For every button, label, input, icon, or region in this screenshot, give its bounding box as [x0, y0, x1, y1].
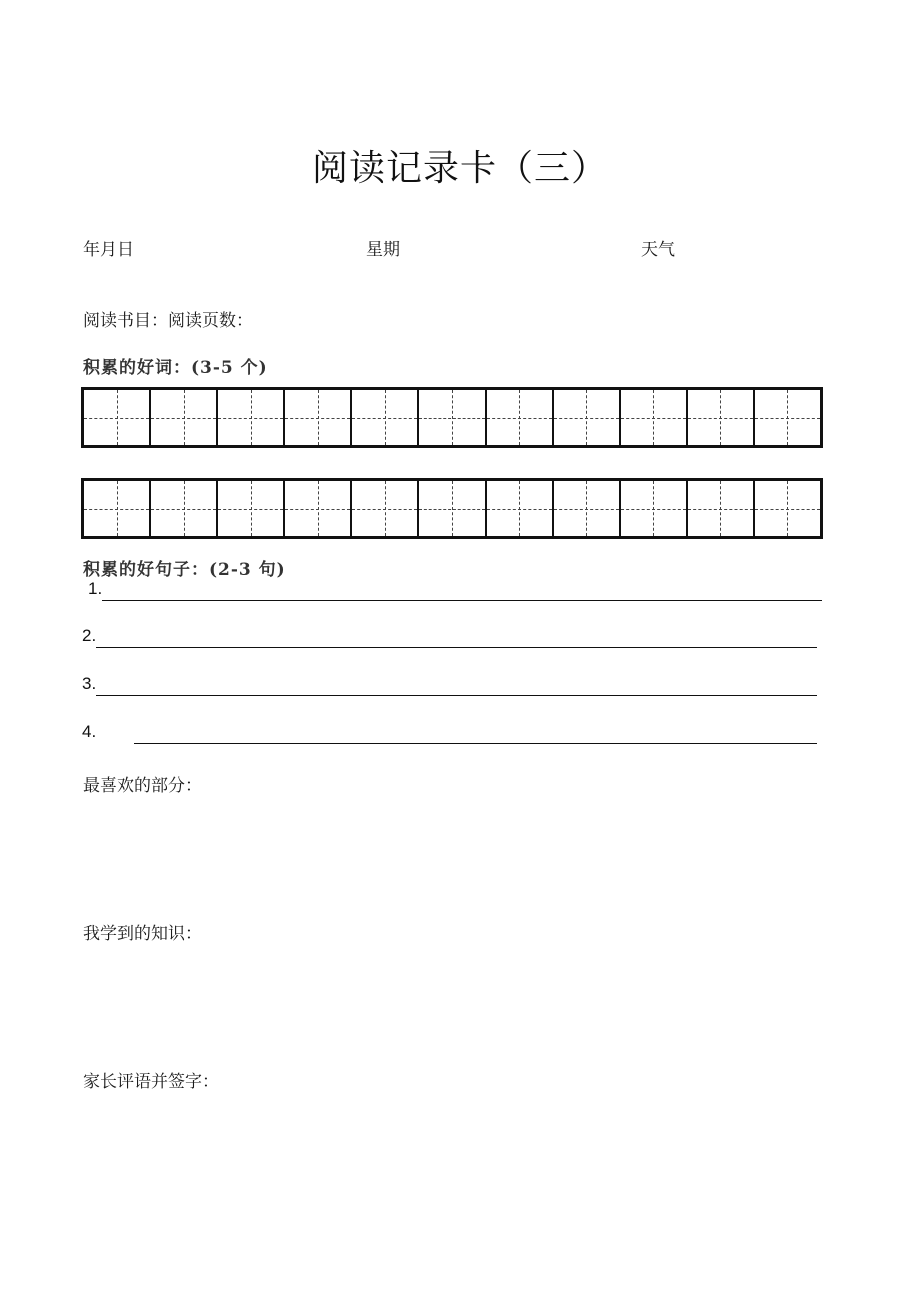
word-cell[interactable]	[487, 390, 554, 445]
sentence-line-2[interactable]	[82, 622, 817, 648]
favorite-part-label: 最喜欢的部分：	[83, 776, 202, 796]
word-cell[interactable]	[554, 481, 621, 536]
word-cell[interactable]	[218, 481, 285, 536]
knowledge-area[interactable]	[83, 948, 823, 1048]
word-cell[interactable]	[151, 481, 218, 536]
sentence-number: 4.	[82, 722, 97, 741]
word-cell[interactable]	[285, 390, 352, 445]
sentence-number: 2.	[82, 626, 97, 645]
sentence-rule[interactable]	[134, 742, 817, 744]
word-cell[interactable]	[487, 481, 554, 536]
word-cell[interactable]	[84, 481, 151, 536]
book-info-label: 阅读书目：阅读页数：	[83, 311, 253, 331]
sentence-line-1[interactable]	[82, 575, 822, 601]
sentence-rule[interactable]	[96, 646, 817, 648]
weather-label: 天气	[641, 240, 675, 260]
word-cell[interactable]	[621, 481, 688, 536]
word-cell[interactable]	[755, 481, 820, 536]
favorite-part-area[interactable]	[83, 800, 823, 900]
word-cell[interactable]	[218, 390, 285, 445]
sentence-line-3[interactable]	[82, 670, 817, 696]
word-grid-row-1[interactable]	[81, 387, 823, 448]
knowledge-label: 我学到的知识：	[83, 924, 202, 944]
parent-comment-label: 家长评语并签字：	[83, 1072, 219, 1092]
sentence-rule[interactable]	[96, 694, 817, 696]
word-cell[interactable]	[151, 390, 218, 445]
word-cell[interactable]	[419, 390, 486, 445]
sentence-line-4[interactable]	[82, 718, 817, 744]
word-cell[interactable]	[554, 390, 621, 445]
page-title: 阅读记录卡（三）	[311, 148, 608, 189]
good-words-label: 积累的好词：(3-5 个)	[83, 358, 268, 378]
sentence-number: 3.	[82, 674, 97, 693]
good-sentences-label: 积累的好句子：(2-3 句)	[83, 560, 286, 580]
word-cell[interactable]	[352, 390, 419, 445]
word-cell[interactable]	[688, 390, 755, 445]
word-cell[interactable]	[621, 390, 688, 445]
word-cell[interactable]	[688, 481, 755, 536]
word-cell[interactable]	[285, 481, 352, 536]
parent-comment-area[interactable]	[83, 1096, 823, 1216]
word-cell[interactable]	[84, 390, 151, 445]
sentence-rule[interactable]	[102, 599, 822, 601]
word-cell[interactable]	[352, 481, 419, 536]
word-cell[interactable]	[419, 481, 486, 536]
sentence-number: 1.	[88, 579, 103, 598]
word-cell[interactable]	[755, 390, 820, 445]
date-label: 年月日	[83, 240, 134, 260]
word-grid-row-2[interactable]	[81, 478, 823, 539]
weekday-label: 星期	[366, 240, 400, 260]
